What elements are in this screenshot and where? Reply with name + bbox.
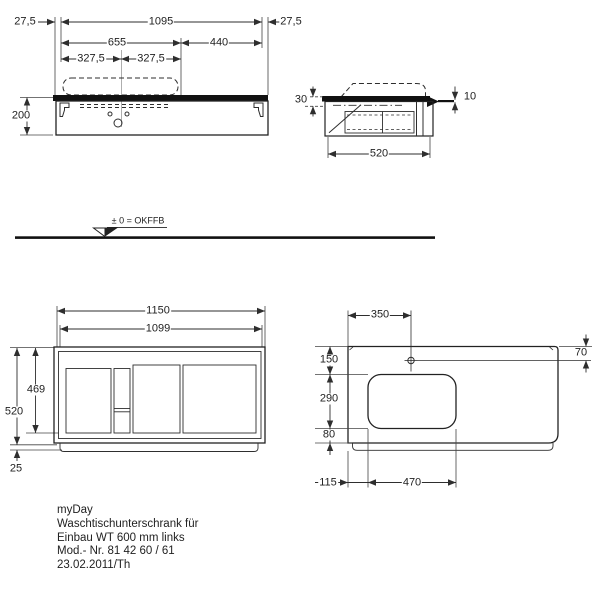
datum-label-okffb: ± 0 = OKFFB [111, 215, 165, 226]
dim-inner-height-469: 469 [26, 383, 46, 396]
extension-lines [20, 17, 268, 135]
cabinet-outer-box [54, 347, 265, 443]
plinth [60, 443, 258, 452]
extension-lines [305, 97, 430, 158]
title-line-variant: Einbau WT 600 mm links [57, 531, 185, 544]
front-apron [353, 443, 554, 450]
floor-line [15, 236, 435, 239]
compartment-left [66, 369, 111, 434]
title-line-product: myDay [57, 504, 93, 516]
title-line-model-number: Mod.- Nr. 81 42 60 / 61 [57, 545, 175, 558]
mounting-bracket-left [60, 103, 69, 117]
basin-underside-hidden [80, 105, 168, 108]
dim-plinth-25: 25 [9, 462, 23, 475]
fixing-hole [125, 112, 129, 116]
dim-tap-from-rear-70: 70 [574, 346, 588, 359]
basin-cutout [368, 375, 456, 429]
title-block [57, 504, 198, 573]
dim-total-width-1150: 1150 [146, 304, 170, 317]
dim-inner-width-1099: 1099 [145, 322, 171, 335]
dim-cabinet-height-200: 200 [11, 109, 31, 122]
dim-cutout-depth-290: 290 [319, 392, 339, 405]
dim-overhang-left: 27,5 [14, 15, 36, 28]
dim-overhang-right: 27,5 [280, 15, 302, 28]
dim-half-left-327: 327,5 [77, 52, 105, 65]
fixing-hole [108, 112, 112, 116]
dim-tap-from-left-350: 350 [370, 308, 390, 321]
dim-countertop-thickness-30: 30 [294, 93, 308, 106]
title-line-date: 23.02.2011/Th [57, 559, 131, 572]
extension-lines [315, 308, 592, 488]
basin-dashed-outline [63, 78, 178, 95]
cabinet-box [56, 101, 268, 135]
cabinet-inner-box [59, 352, 262, 439]
dim-right-section-440: 440 [209, 36, 229, 49]
countertop-side [322, 96, 430, 102]
corner-tick [350, 347, 354, 350]
mounting-bracket-right [254, 103, 263, 117]
compartment-right [183, 365, 256, 433]
drain-hole [114, 119, 122, 127]
dim-cutout-width-470: 470 [402, 476, 422, 489]
dim-rear-ledge-10: 10 [463, 90, 477, 103]
dim-left-section-655: 655 [107, 36, 127, 49]
dim-cutout-from-left-115: 115 [319, 476, 337, 489]
dim-rear-to-cutout-150: 150 [319, 353, 339, 366]
dimension-lines [315, 316, 586, 483]
plan-view-bottom [315, 308, 592, 488]
dim-half-right-327: 327,5 [137, 52, 165, 65]
dim-total-width-1095: 1095 [148, 15, 174, 28]
rear-ledge [438, 100, 454, 102]
compartment-middle-narrow [114, 369, 130, 434]
dim-total-height-520: 520 [4, 405, 24, 418]
dim-depth-520: 520 [369, 147, 389, 160]
front-view-top [20, 17, 285, 135]
countertop [53, 95, 268, 101]
front-view-bottom [10, 306, 265, 461]
basin-dashed-outline-side [341, 84, 426, 98]
extension-lines [10, 306, 265, 450]
title-line-description: Waschtischunterschrank für [57, 517, 199, 530]
floor-datum [15, 227, 435, 239]
corner-tick [550, 347, 554, 350]
compartment-middle [133, 365, 180, 433]
dim-cutout-to-front-80: 80 [322, 428, 336, 441]
